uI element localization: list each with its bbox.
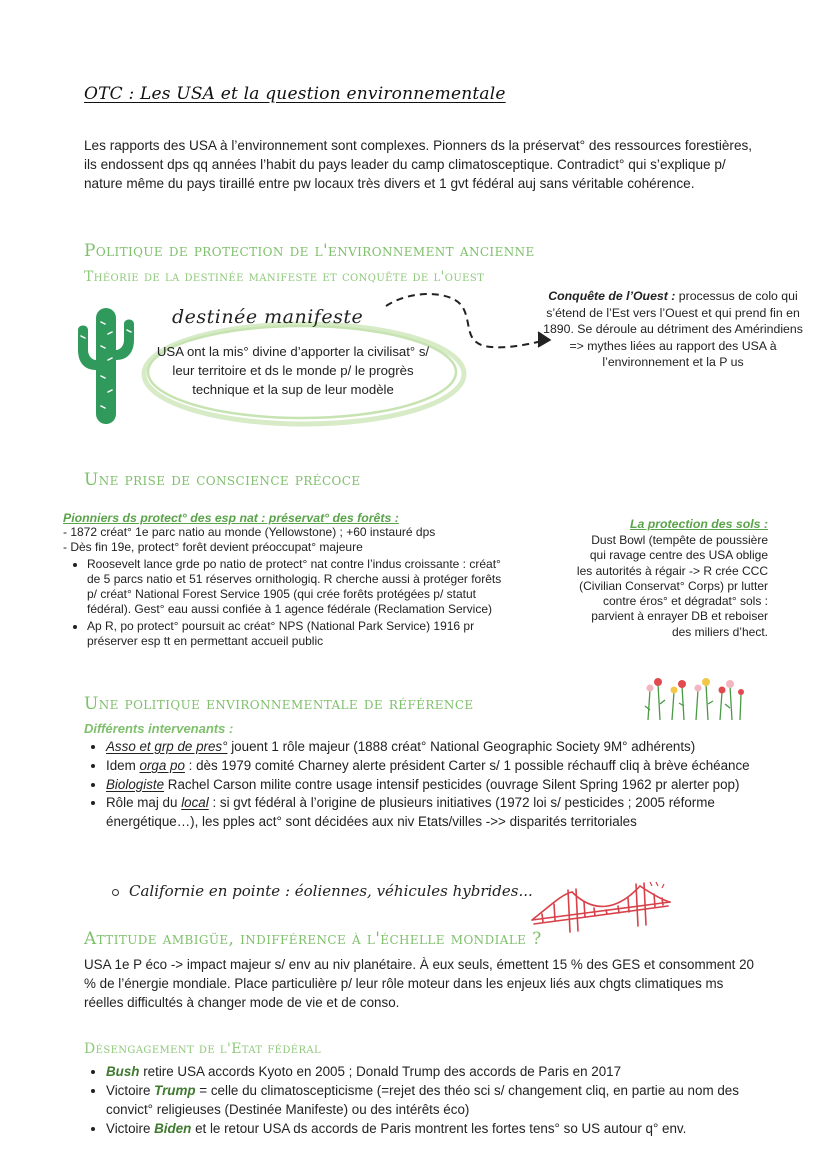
- page-title: OTC : Les USA et la question environnementale: [84, 84, 506, 104]
- sols-heading: La protection des sols :: [629, 517, 768, 531]
- pionniers-line-2: - Dès fin 19e, protect° forêt devient préoccupat° majeure: [63, 540, 363, 555]
- dashed-arrow-icon: [380, 288, 560, 358]
- destinee-title: destinée manifeste: [172, 306, 364, 328]
- list-item: • Roosevelt lance grde po natio de protect° nat contre l’indus croissante : créat° de 5 parcs natio et 51 réserves ornithologiq. R cherche aussi à protéger forêts p/ créat° National Forest Service 1905 (qui crée forêts protégées p/ statut fédéral). Gest° eau aussi confiée à 1 agence fédérale (Reclamation Service): [87, 557, 513, 618]
- subheading-desengagement: Désengagement de l'Etat fédéral: [84, 1041, 322, 1057]
- cactus-icon: [70, 300, 142, 426]
- list-item: • Asso et grp de pres° jouent 1 rôle majeur (1888 créat° National Geographic Society 9M° adhérents): [106, 738, 768, 757]
- circle-bullet-icon: [112, 889, 119, 896]
- list-item: • Rôle maj du local : si gvt fédéral à l’origine de plusieurs initiatives (1972 loi s/ pesticides ; 2005 réforme énergétique…), les pples act° sont décidées aux niv Etats/villes ->> disparités territoriales: [106, 794, 768, 832]
- californie-note: Californie en pointe : éoliennes, véhicules hybrides...: [112, 882, 533, 900]
- subheading-destinee: Théorie de la destinée manifeste et conquête de l'ouest: [84, 269, 485, 285]
- section-heading-prise-conscience: Une prise de conscience précoce: [84, 470, 361, 490]
- bridge-icon: [528, 880, 674, 938]
- section-heading-ambigue: Attitude ambigüe, indifférence à l'échelle mondiale ?: [84, 929, 542, 949]
- list-item: • Victoire Biden et le retour USA ds accords de Paris montrent les fortes tens° so US autour q° env.: [106, 1119, 768, 1138]
- flowers-icon: [640, 674, 746, 722]
- intervenants-list: [88, 738, 768, 832]
- intervenants-heading: Différents intervenants :: [84, 721, 234, 736]
- sols-text: Dust Bowl (tempête de poussière qui ravage centre des USA oblige les autorités à régair -> R crée CCC (Civilian Conservat° Corps) pr lutter contre éros° et dégradat° sols : parvient à enrayer DB et reboiser des miliers d’hect.: [576, 533, 768, 639]
- conquete-text: processus de colo qui s’étend de l’Est vers l’Ouest et qui prend fin en 1890. Se déroule au détriment des Amérindiens: [543, 289, 803, 337]
- list-item: • Idem orga po : dès 1979 comité Charney alerte président Carter s/ 1 possible réchauff cliq à brève échéance: [106, 757, 768, 776]
- pionniers-body: [63, 525, 513, 649]
- desengagement-list: [88, 1062, 768, 1138]
- conquete-text2: => mythes liées au rapport des USA à l’environnement et la P us: [569, 338, 777, 370]
- intro-paragraph: Les rapports des USA à l’environnement sont complexes. Pionners ds la préservat° des ressources forestières, ils endossent dps qq années l’habit du pays leader du camp climatosceptique. Contradict° qui s’explique p/ nature même du pays tiraillé entre pw locaux très divers et 1 gvt fédéral auj sans véritable cohérence.: [84, 138, 753, 191]
- section-heading-politique: Politique de protection de l'environnement ancienne: [84, 241, 535, 261]
- pionniers-line-1: - 1872 créat° 1e parc natio au monde (Yellowstone) ; +60 instauré dps: [63, 525, 436, 539]
- section-heading-reference: Une politique environnementale de référence: [84, 694, 474, 714]
- list-item: • Ap R, po protect° poursuit ac créat° NPS (National Park Service) 1916 pr préserver esp tt en permettant accueil public: [87, 619, 513, 650]
- list-item: • Bush retire USA accords Kyoto en 2005 ; Donald Trump des accords de Paris en 2017: [106, 1062, 768, 1081]
- list-item: • Biologiste Rachel Carson milite contre usage intensif pesticides (ouvrage Silent Spring 1962 pr alerter pop): [106, 776, 768, 795]
- usa-paragraph: USA 1e P éco -> impact majeur s/ env au niv planétaire. À eux seuls, émettent 15 % des GES et consomment 20 % de l’énergie mondiale. Place particulière p/ leur rôle moteur dans les enjeux liés aux chgts climatiques ms réelles difficultés à changer mode de vie et de conso.: [84, 957, 755, 1010]
- conquete-note: [542, 288, 804, 371]
- destinee-text: USA ont la mis° divine d’apporter la civilisat° s/ leur territoire et ds le monde p/ le progrès technique et la sup de leur modèle: [156, 344, 430, 397]
- list-item: • Victoire Trump = celle du climatoscepticisme (=rejet des théo sci s/ changement cliq, en partie au nom des convict° religieuses (Destinée Manifeste) ou des intérêts éco): [106, 1081, 768, 1119]
- pionniers-heading: Pionniers ds protect° des esp nat : préservat° des forêts :: [63, 511, 399, 525]
- conquete-label: Conquête de l’Ouest :: [548, 289, 676, 303]
